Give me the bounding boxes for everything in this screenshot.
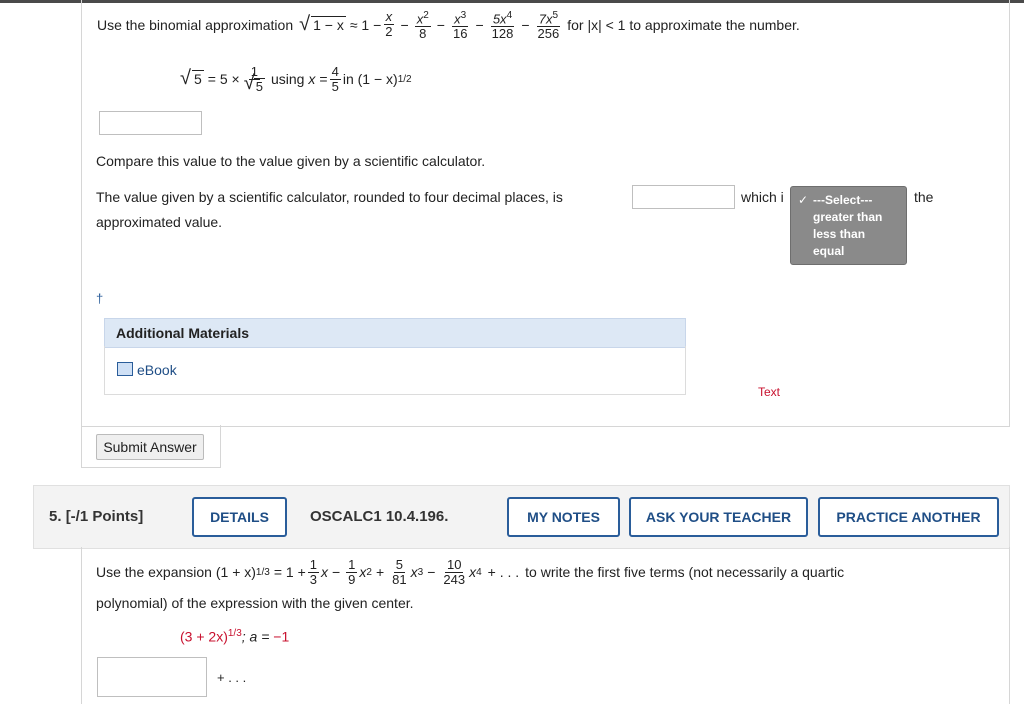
submit-answer-button[interactable]: Submit Answer [96, 434, 204, 460]
operator: − [521, 16, 530, 33]
in-expression: in (1 − x) [342, 71, 398, 87]
option-less-than[interactable]: less than [813, 227, 866, 241]
book-icon [117, 362, 133, 376]
sqrt-1-minus-x: √ 1 − x [299, 17, 346, 33]
my-notes-button[interactable]: MY NOTES [507, 497, 620, 537]
the-text: the [914, 189, 934, 205]
additional-materials-header: Additional Materials [104, 318, 686, 348]
calculator-text: The value given by a scientific calculator, rounded to four decimal places, is [96, 189, 563, 205]
using-text: using [270, 71, 305, 87]
option-equal[interactable]: equal [813, 244, 845, 258]
approx-term-1: $\frac{x}{2}$ [385, 9, 393, 40]
operator: − [436, 16, 445, 33]
approx-term-3: $\frac{x^3}{16}$ [452, 9, 468, 42]
sqrt-5: √ 5 [180, 71, 204, 87]
approximated-value-text: approximated value. [96, 214, 223, 230]
term1-frac: $\frac{1}{3}$ [309, 556, 317, 587]
problem5-points: 5. [-/1 Points] [49, 508, 144, 525]
which-text: which i [741, 189, 784, 205]
intro-text: Use the binomial approximation [97, 17, 294, 33]
approx-term-4: $\frac{5x^4}{128}$ [491, 9, 514, 42]
term3-frac: $\frac{5}{81}$ [392, 556, 407, 587]
first-five-terms-input[interactable] [97, 657, 207, 697]
equals-5-times: = 5 × [207, 71, 240, 87]
term4-frac: $\frac{10}{243}$ [443, 556, 466, 587]
compare-text: Compare this value to the value given by a scientific calculator. [96, 153, 486, 169]
details-button[interactable]: DETAILS [192, 497, 287, 537]
binomial-approx-line [97, 6, 800, 44]
var-x: x [308, 71, 316, 87]
option-greater-than[interactable]: greater than [813, 210, 883, 224]
one-over-sqrt5: 1 √ 5 [242, 65, 267, 94]
given-expression: $(3 + 2x)^{1/3}$; a = −1 [180, 628, 290, 645]
comparison-select-menu[interactable] [790, 186, 907, 265]
calculator-value-input[interactable] [632, 185, 735, 209]
additional-materials-body [104, 346, 686, 395]
option-select[interactable]: ---Select--- [813, 193, 873, 207]
term2-frac: $\frac{1}{9}$ [348, 556, 356, 587]
problem-code: OSCALC1 10.4.196. [310, 508, 449, 525]
four-fifths: $\frac{4}{5}$ [331, 63, 339, 94]
equals-sign: = [319, 71, 328, 87]
approx-term-2: $\frac{x^2}{8}$ [416, 9, 429, 42]
approx-term-5: $\frac{7x^5}{256}$ [537, 9, 560, 42]
operator: − [400, 16, 409, 33]
approximation-answer-input[interactable] [99, 111, 202, 135]
text-link[interactable]: Text [758, 385, 781, 399]
dagger-link[interactable]: † [96, 291, 104, 306]
use-expansion-text: Use the expansion (1 + x) [96, 564, 256, 580]
approx-symbol: ≈ 1 − [349, 17, 382, 33]
instruction-line2: polynomial) of the expression with the given center. [96, 595, 414, 611]
ebook-link[interactable]: eBook [137, 362, 177, 378]
sqrt5-rewrite-line [180, 60, 412, 98]
expansion-line: Use the expansion (1 + x) 1/3 = 1 + $\frac{1}{3}$ x − $\frac{1}{9}$ x 2 + $\frac{5}{81}$ x 3 − $\frac{10}{243}$ x 4 + . . . to write the first five terms (not necessarily a quartic [96, 556, 845, 587]
ask-your-teacher-button[interactable]: ASK YOUR TEACHER [629, 497, 808, 537]
half-exponent: 1/2 [397, 73, 412, 85]
operator: − [475, 16, 484, 33]
practice-another-button[interactable]: PRACTICE ANOTHER [818, 497, 999, 537]
plus-ellipsis: + . . . [217, 670, 247, 685]
instruction-rest: to write the first five terms (not necessarily a quartic [525, 564, 845, 580]
condition-text: for |x| < 1 to approximate the number. [567, 17, 800, 33]
checkmark-icon: ✓ [798, 193, 809, 207]
approx-terms [381, 9, 563, 41]
